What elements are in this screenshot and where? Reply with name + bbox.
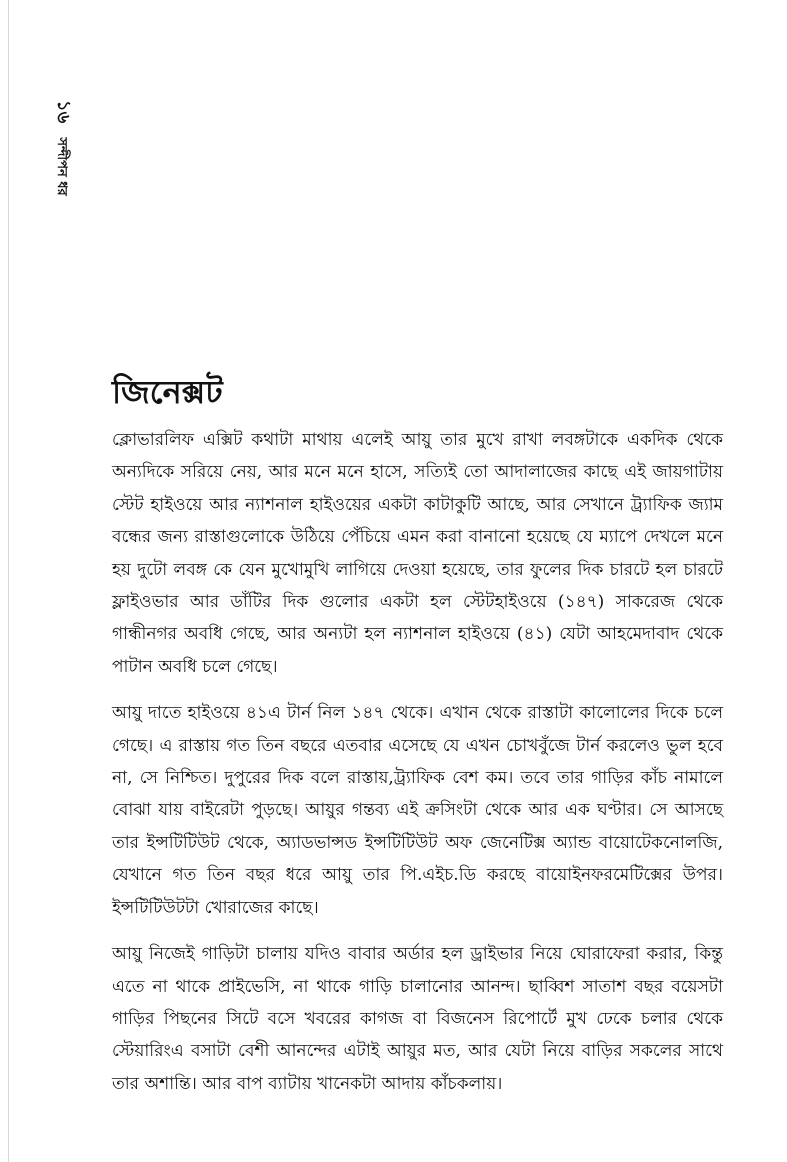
story-body: [112, 424, 723, 1114]
paragraph-1: ক্লোভারলিফ এক্সিট কথাটা মাথায় এলেই আয়ু তার মুখে রাখা লবঙ্গটাকে একদিক থেকে অন্যদিকে সরিয়ে নেয়, আর মনে মনে হাসে, সত্যিই তো আদালাজের কাছে এই জায়গাটায় স্টেট হাইওয়ে আর ন্যাশনাল হাইওয়ের একটা কাটাকুটি আছে, আর সেখানে ট্র্যাফিক জ্যাম বন্ধের জন্য রাস্তাগুলোকে উঠিয়ে পেঁচিয়ে এমন করা বানানো হয়েছে যে ম্যাপে দেখলে মনে হয় দুটো লবঙ্গ কে যেন মুখোমুখি লাগিয়ে দেওয়া হয়েছে, তার ফুলের দিক চারটে হল চারটে ফ্লাইওভার আর ডাঁটির দিক গুলোর একটা হল স্টেটহাইওয়ে (১৪৭) সাকরেজ থেকে গান্ধীনগর অবধি গেছে, আর অন্যটা হল ন্যাশনাল হাইওয়ে (৪১) যেটা আহমেদাবাদ থেকে পাটান অবধি চলে গেছে।: [112, 430, 723, 677]
running-head-title: সন্দীপন ধর: [54, 137, 69, 196]
paragraph-2: আয়ু দাতে হাইওয়ে ৪১এ টার্ন নিল ১৪৭ থেকে। এখান থেকে রাস্তাটা কালোলের দিকে চলে গেছে। এ রাস্তায় গত তিন বছরে এতবার এসেছে যে এখন চোখবুঁজে টার্ন করলেও ভুল হবে না, সে নিশ্চিত। দুপুরের দিক বলে রাস্তায়,ট্র্যাফিক বেশ কম। তবে তার গাড়ির কাঁচ নামালে বোঝা যায় বাইরেটা পুড়ছে। আয়ুর গন্তব্য এই ক্রসিংটা থেকে আর এক ঘণ্টার। সে আসছে তার ইন্সটিটিউট থেকে, অ্যাডভান্সড ইন্সটিটিউট অফ জেনেটিক্স অ্যান্ড বায়োটেকনোলজি, যেখানে গত তিন বছর ধরে আয়ু তার পি.এইচ.ডি করছে বায়োইনফরমেটিক্সের উপর। ইন্সটিটিউটটা খোরাজের কাছে।: [112, 703, 723, 918]
story-title: জিনেক্সট: [112, 373, 223, 411]
running-head: [47, 100, 78, 196]
page-edge-rule: [8, 0, 9, 1162]
page-number: ১৬: [53, 100, 74, 124]
paragraph-3: আয়ু নিজেই গাড়িটা চালায় যদিও বাবার অর্ডার হল ড্রাইভার নিয়ে ঘোরাফেরা করার, কিন্তু এতে না থাকে প্রাইভেসি, না থাকে গাড়ি চালানোর আনন্দ। ছাব্বিশ সাতাশ বছর বয়েসটা গাড়ির পিছনের সিটে বসে খবরের কাগজ বা বিজনেস রিপোর্টে মুখ ঢেকে চলার থেকে স্টেয়ারিংএ বসাটা বেশী আনন্দের এটাই আয়ুর মত, আর যেটা নিয়ে বাড়ির সকলের সাথে তার অশান্তি। আর বাপ ব্যাটায় খানেকটা আদায় কাঁচকলায়।: [112, 944, 723, 1094]
